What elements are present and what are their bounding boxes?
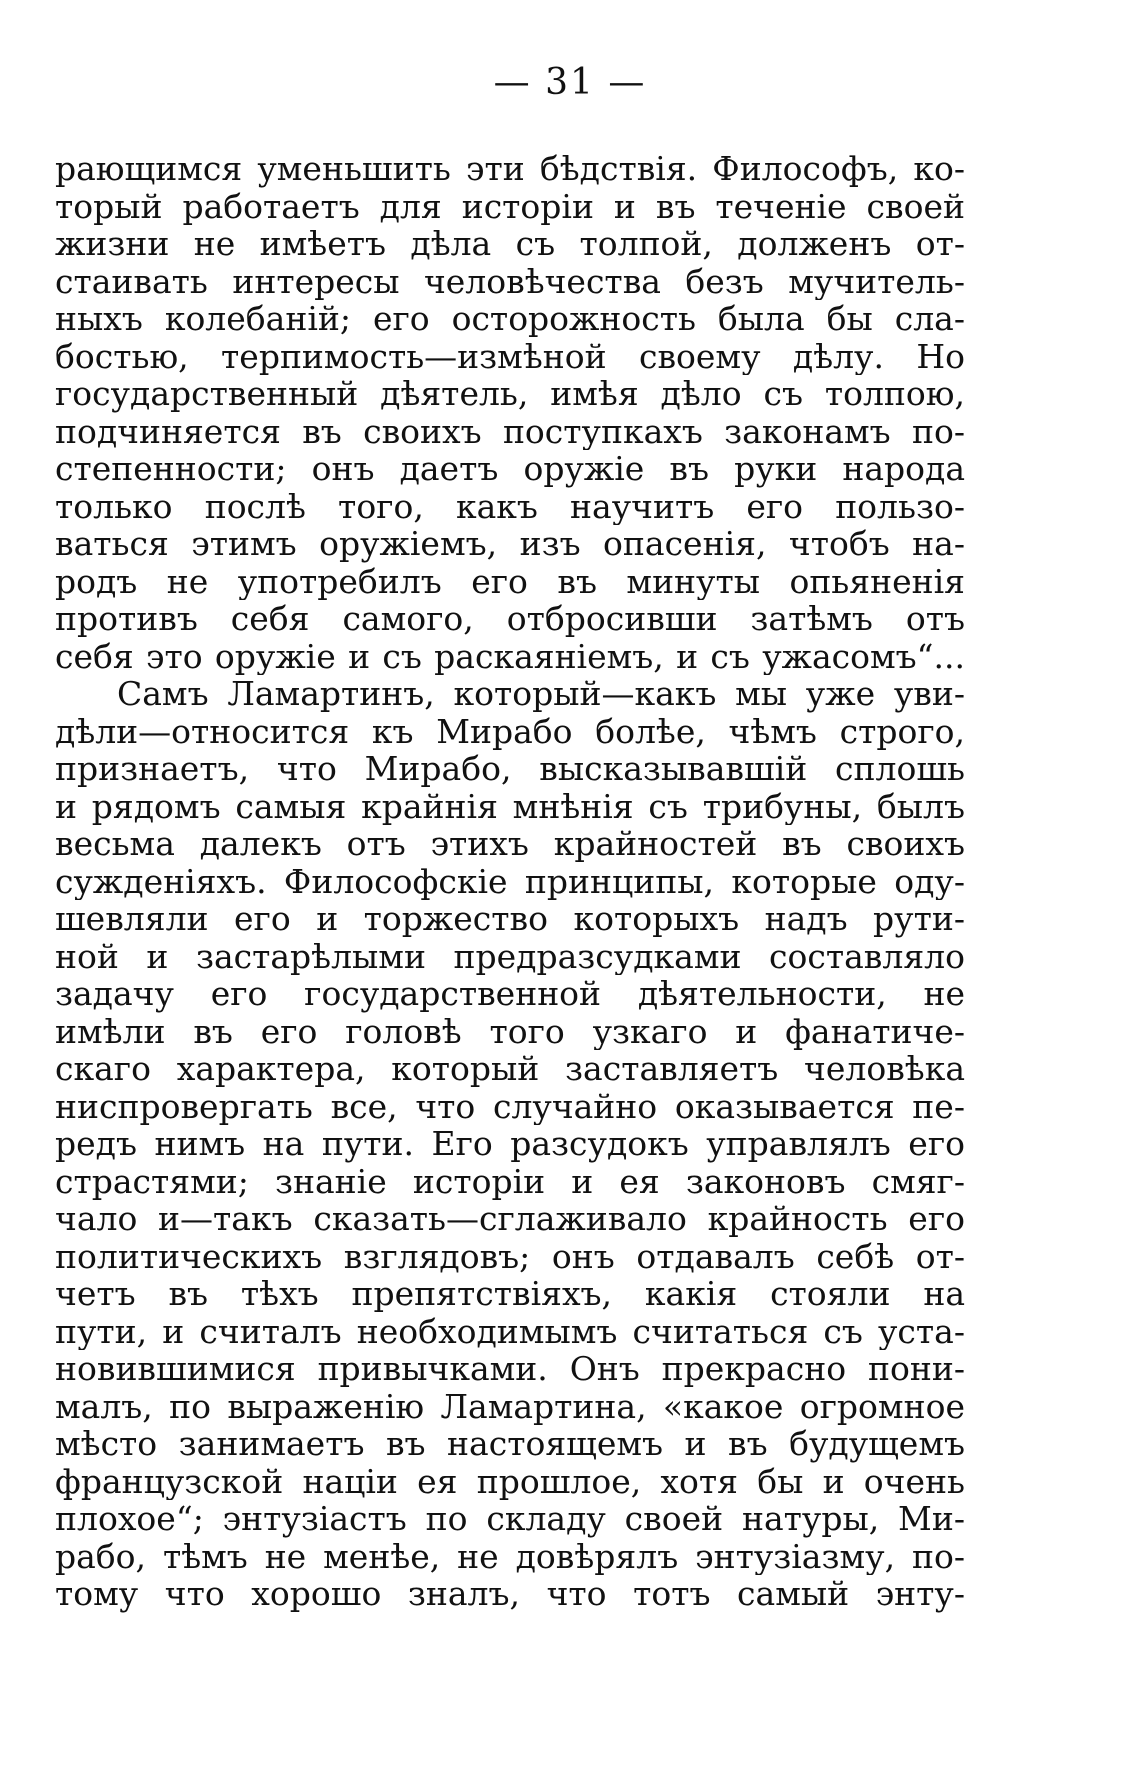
body-text xyxy=(55,150,965,1613)
text-line: рабо, тѣмъ не менѣе, не довѣрялъ энтузіазму, по- xyxy=(55,1537,965,1575)
text-line: скаго характера, который заставляетъ человѣка xyxy=(55,1050,965,1088)
text-line: сужденіяхъ. Философскіе принципы, которые оду- xyxy=(55,862,965,900)
text-line: только послѣ того, какъ научитъ его пользо- xyxy=(55,487,965,525)
text-line: бостью, терпимость—измѣной своему дѣлу. Но xyxy=(55,337,965,375)
text-line: торый работаетъ для исторіи и въ теченіе своей xyxy=(55,187,965,225)
text-line: государственный дѣятель, имѣя дѣло съ толпою, xyxy=(55,375,965,413)
text-line: и рядомъ самыя крайнія мнѣнія съ трибуны, былъ xyxy=(55,787,965,825)
page-number: — 31 — xyxy=(493,62,647,103)
text-line: шевляли его и торжество которыхъ надъ рути- xyxy=(55,900,965,938)
text-line: ваться этимъ оружіемъ, изъ опасенія, чтобъ на- xyxy=(55,525,965,563)
text-line: новившимися привычками. Онъ прекрасно пони- xyxy=(55,1350,965,1388)
text-line: противъ себя самого, отбросивши затѣмъ отъ xyxy=(55,600,965,638)
text-line: четъ въ тѣхъ препятствіяхъ, какія стояли на xyxy=(55,1275,965,1313)
text-line: ныхъ колебаній; его осторожность была бы сла- xyxy=(55,300,965,338)
text-line: ной и застарѣлыми предразсудками составляло xyxy=(55,937,965,975)
text-line: задачу его государственной дѣятельности, не xyxy=(55,975,965,1013)
text-line: жизни не имѣетъ дѣла съ толпой, долженъ от- xyxy=(55,225,965,263)
text-line: ниспровергать все, что случайно оказывается пе- xyxy=(55,1087,965,1125)
text-line: пути, и считалъ необходимымъ считаться съ уста- xyxy=(55,1312,965,1350)
text-line: себя это оружіе и съ раскаяніемъ, и съ ужасомъ“... xyxy=(55,637,965,675)
text-line: страстями; знаніе исторіи и ея законовъ смяг- xyxy=(55,1162,965,1200)
text-line: редъ нимъ на пути. Его разсудокъ управлялъ его xyxy=(55,1125,965,1163)
text-line: стаивать интересы человѣчества безъ мучитель- xyxy=(55,262,965,300)
text-line: политическихъ взглядовъ; онъ отдавалъ себѣ от- xyxy=(55,1237,965,1275)
text-line: чало и—такъ сказать—сглаживало крайность его xyxy=(55,1200,965,1238)
text-line: дѣли—относится къ Мирабо болѣе, чѣмъ строго, xyxy=(55,712,965,750)
text-line: французской націи ея прошлое, хотя бы и очень xyxy=(55,1462,965,1500)
text-line: имѣли въ его головѣ того узкаго и фанатиче- xyxy=(55,1012,965,1050)
text-line: рающимся уменьшить эти бѣдствія. Философъ, ко- xyxy=(55,150,965,188)
text-line: мѣсто занимаетъ въ настоящемъ и въ будущемъ xyxy=(55,1425,965,1463)
text-line: весьма далекъ отъ этихъ крайностей въ своихъ xyxy=(55,825,965,863)
text-line: родъ не употребилъ его въ минуты опьяненія xyxy=(55,562,965,600)
text-line: малъ, по выраженію Ламартина, «какое огромное xyxy=(55,1387,965,1425)
text-line: степенности; онъ даетъ оружіе въ руки народа xyxy=(55,450,965,488)
text-line: тому что хорошо зналъ, что тотъ самый энту- xyxy=(55,1575,965,1613)
text-line: признаетъ, что Мирабо, высказывавшій сплошь xyxy=(55,750,965,788)
text-line: плохое“; энтузіастъ по складу своей натуры, Ми- xyxy=(55,1500,965,1538)
text-line: подчиняется въ своихъ поступкахъ законамъ по- xyxy=(55,412,965,450)
text-line: Самъ Ламартинъ, который—какъ мы уже уви- xyxy=(117,675,965,713)
